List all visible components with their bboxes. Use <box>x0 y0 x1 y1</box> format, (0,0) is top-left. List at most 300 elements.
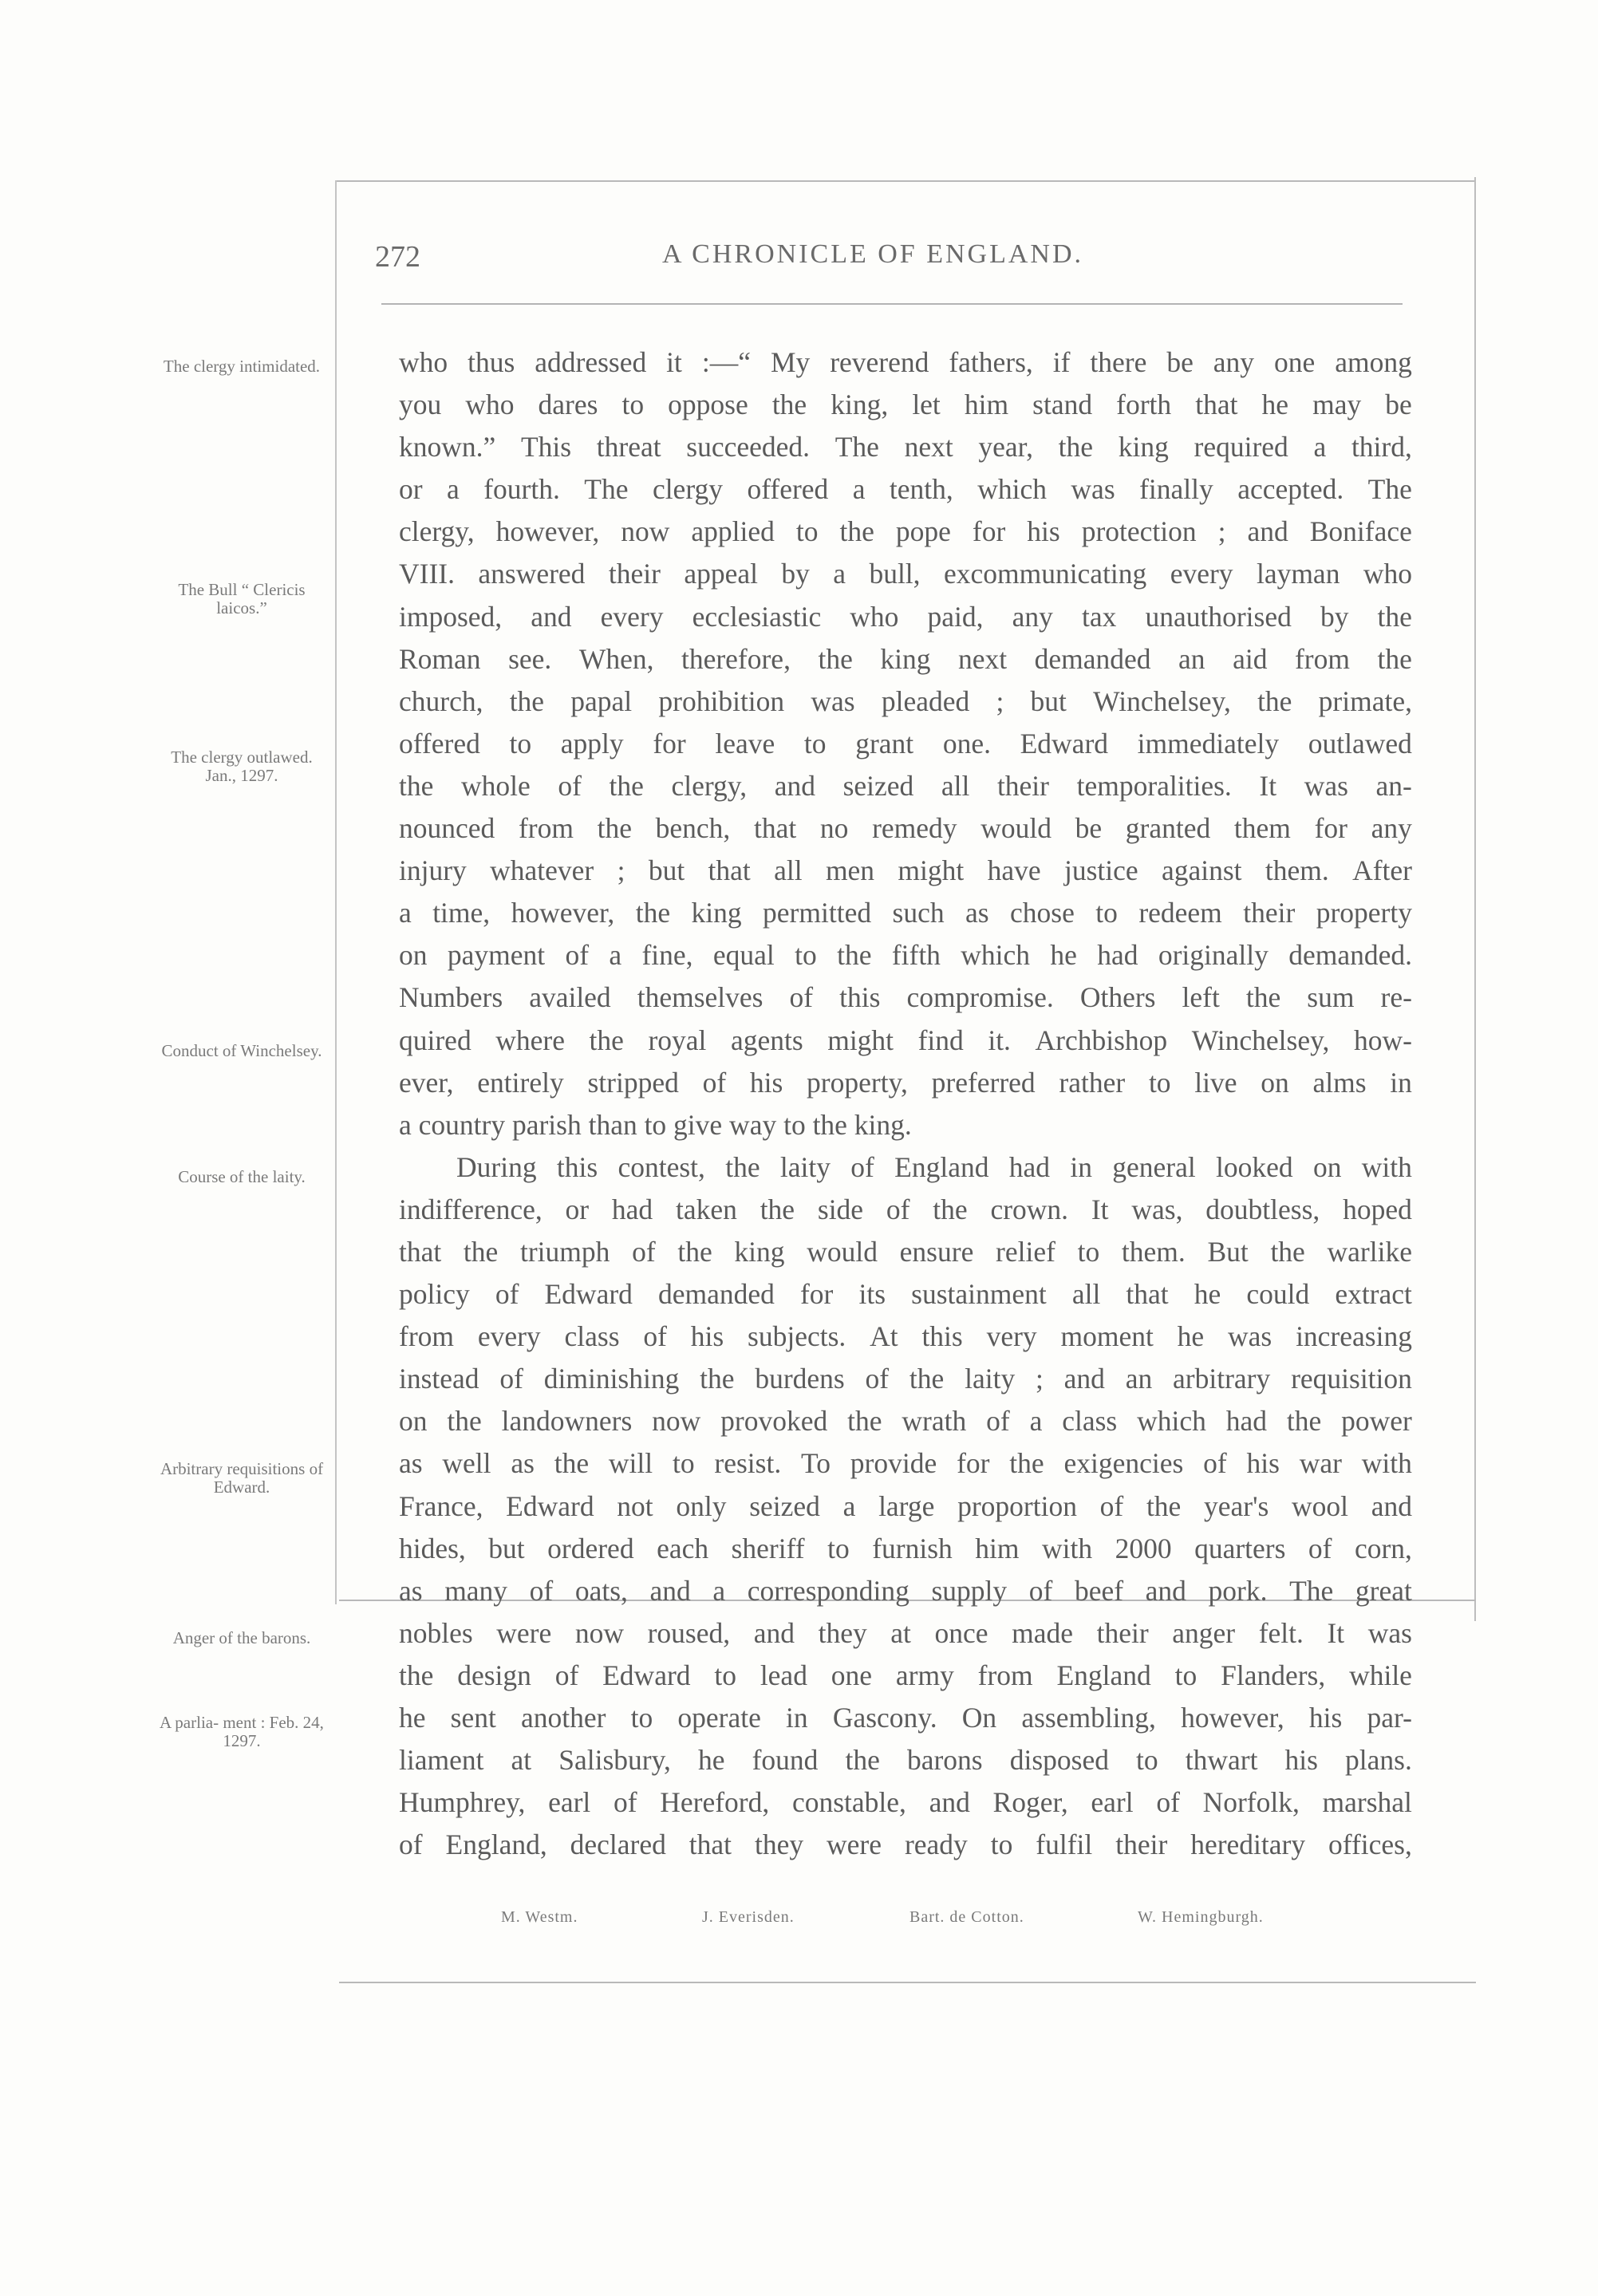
word: might <box>898 854 965 887</box>
word: tenth, <box>889 473 953 506</box>
word: for <box>653 727 686 759</box>
word: to <box>1148 1066 1171 1099</box>
word: sum <box>1307 981 1355 1014</box>
word: was <box>1304 769 1348 802</box>
word: to <box>621 389 645 421</box>
word: known.” <box>399 431 496 464</box>
word: of <box>632 1235 656 1268</box>
word: would <box>807 1235 878 1268</box>
word: by <box>781 558 810 590</box>
text-line <box>399 1824 1412 1866</box>
word: and <box>1145 1574 1186 1607</box>
word: clergy, <box>399 515 475 548</box>
word: on <box>1261 1066 1289 1099</box>
word: England <box>894 1150 989 1183</box>
word: increasing <box>1296 1320 1412 1353</box>
word: who <box>465 389 515 421</box>
word: The <box>1367 473 1412 506</box>
word: to <box>630 1702 653 1734</box>
word: Archbishop <box>1035 1024 1168 1056</box>
word: was <box>1367 1616 1412 1649</box>
word: of <box>554 1659 579 1691</box>
word: to <box>1095 897 1118 929</box>
word: primate, <box>1318 684 1412 717</box>
word: sent <box>450 1702 496 1734</box>
word: The <box>835 431 879 464</box>
word: of <box>986 1405 1010 1438</box>
word: whole <box>460 769 531 802</box>
bottom-rule <box>339 1982 1476 1983</box>
word: there <box>1090 346 1147 378</box>
word: finally <box>1139 473 1213 506</box>
word: of <box>529 1574 554 1607</box>
word: bull, <box>869 558 921 590</box>
word: unauthorised <box>1145 600 1292 633</box>
word: who <box>1363 558 1412 590</box>
word: let <box>912 389 941 421</box>
text-line <box>399 511 1412 553</box>
word: felt. <box>1258 1616 1304 1649</box>
word: clergy <box>652 473 723 506</box>
text-line <box>399 976 1412 1019</box>
word: demanded <box>658 1278 775 1311</box>
word: pork. <box>1208 1574 1268 1607</box>
word: quired <box>399 1024 472 1056</box>
word: furnish <box>872 1532 953 1564</box>
word: landowners <box>501 1405 633 1438</box>
word: each <box>657 1532 709 1564</box>
word: required <box>1194 431 1288 464</box>
text-line <box>399 1020 1412 1062</box>
word: 2000 <box>1115 1532 1172 1564</box>
word: outlawed <box>1308 727 1412 759</box>
word: operate <box>677 1702 761 1734</box>
word: and <box>531 600 572 633</box>
word: will <box>608 1447 653 1480</box>
word: immediately <box>1137 727 1280 759</box>
word: the <box>1257 684 1292 717</box>
word: Edward <box>1020 727 1109 759</box>
word: requisition <box>1291 1363 1412 1395</box>
word: pleaded <box>881 684 970 717</box>
word: that <box>1195 389 1238 421</box>
word: thus <box>468 346 515 378</box>
word: a <box>712 1574 726 1607</box>
word: papal <box>570 684 633 717</box>
word: of <box>558 769 582 802</box>
word: Flanders, <box>1221 1659 1326 1691</box>
word: arbitrary <box>1173 1363 1271 1395</box>
word: while <box>1349 1659 1412 1691</box>
word: seized <box>842 769 914 802</box>
word: imposed, <box>399 600 503 633</box>
word: of <box>850 1150 874 1183</box>
word: supply <box>931 1574 1008 1607</box>
word: plans. <box>1345 1744 1412 1777</box>
word: injury <box>399 854 467 887</box>
word: general <box>1112 1150 1196 1183</box>
word: might <box>827 1024 894 1056</box>
word: and <box>1247 515 1288 548</box>
word: the <box>771 389 807 421</box>
word: his <box>1308 1702 1343 1734</box>
text-line <box>399 1273 1412 1316</box>
word: men <box>825 854 875 887</box>
word: power <box>1341 1405 1412 1438</box>
word: however, <box>1181 1702 1284 1734</box>
word: one <box>1274 346 1316 378</box>
word: king <box>691 897 742 929</box>
word: in <box>786 1702 808 1734</box>
word: policy <box>399 1278 470 1311</box>
word: whatever <box>490 854 594 887</box>
word: hoped <box>1343 1193 1412 1225</box>
word: instead <box>399 1363 479 1395</box>
word: property <box>1316 897 1412 929</box>
word: and <box>774 769 815 802</box>
word: which <box>961 939 1031 972</box>
word: of <box>613 1786 637 1819</box>
word: chose <box>1010 897 1075 929</box>
word: had <box>1008 1150 1051 1183</box>
word: answered <box>478 558 586 590</box>
word: who <box>399 346 448 378</box>
word: subjects. <box>748 1320 846 1353</box>
word: Hereford, <box>660 1786 770 1819</box>
word: alms <box>1312 1066 1367 1099</box>
word: made <box>1012 1616 1074 1649</box>
word: Numbers <box>399 981 503 1014</box>
word: laity <box>965 1363 1016 1395</box>
word: but <box>488 1532 525 1564</box>
word: side <box>817 1193 864 1225</box>
word: accepted. <box>1237 473 1344 506</box>
word: to <box>1077 1235 1100 1268</box>
word: however, <box>511 897 615 929</box>
word: many <box>444 1574 508 1607</box>
text-line: a country parish than to give way to the king. <box>399 1108 912 1141</box>
word: his <box>1246 1447 1280 1480</box>
word: as <box>965 897 989 929</box>
word: laity <box>779 1150 831 1183</box>
word: ever, <box>399 1066 454 1099</box>
word: on <box>399 1405 428 1438</box>
word: was <box>1071 473 1115 506</box>
word: the <box>837 939 872 972</box>
word: addressed <box>535 346 647 378</box>
word: once <box>934 1616 988 1649</box>
word: ordered <box>547 1532 634 1564</box>
marginal-note: The clergy outlawed. Jan., 1297. <box>171 748 313 785</box>
word: fathers, <box>949 346 1033 378</box>
word: army <box>895 1659 954 1691</box>
word: which <box>1137 1405 1206 1438</box>
text-line <box>399 1231 1412 1273</box>
text-line <box>399 1739 1412 1781</box>
word: royal <box>648 1024 707 1056</box>
word: now <box>574 1616 624 1649</box>
word: at <box>511 1744 532 1777</box>
word: the <box>818 642 853 675</box>
word: an <box>1178 642 1205 675</box>
word: themselves <box>637 981 763 1014</box>
word: this <box>556 1150 598 1183</box>
source-citation: Bart. de Cotton. <box>909 1908 1024 1926</box>
text-line <box>399 1485 1412 1528</box>
word: them. <box>1265 854 1329 887</box>
word: a <box>399 897 412 929</box>
word: the <box>509 684 545 717</box>
word: Salisbury, <box>558 1744 671 1777</box>
word: a <box>609 939 622 972</box>
word: The <box>584 473 629 506</box>
word: demanded. <box>1288 939 1412 972</box>
word: had <box>611 1193 653 1225</box>
word: agents <box>730 1024 803 1056</box>
word: property, <box>807 1066 908 1099</box>
word: oats, <box>574 1574 628 1607</box>
word: remedy <box>872 812 957 845</box>
word: not <box>617 1489 653 1522</box>
frame-left-rule <box>335 180 337 1604</box>
word: of <box>1156 1786 1180 1819</box>
word: the <box>760 1193 795 1225</box>
word: that <box>689 1829 732 1861</box>
word: sheriff <box>731 1532 805 1564</box>
word: wrath <box>902 1405 967 1438</box>
word: ensure <box>899 1235 974 1268</box>
word: the <box>1058 431 1094 464</box>
word: all <box>1071 1278 1101 1311</box>
word: the <box>909 1363 945 1395</box>
word: of <box>1203 1447 1227 1480</box>
word: par- <box>1367 1702 1412 1734</box>
word: of <box>1308 1532 1332 1564</box>
word: Edward <box>602 1659 691 1691</box>
word: resist. <box>714 1447 782 1480</box>
word: Edward <box>506 1489 594 1522</box>
word: looked <box>1216 1150 1293 1183</box>
marginal-note: A parlia- ment : Feb. 24, 1297. <box>160 1713 324 1750</box>
word: dares <box>538 389 598 421</box>
word: that <box>753 812 797 845</box>
text-line <box>399 1697 1412 1739</box>
word: it. <box>988 1024 1011 1056</box>
word: he <box>1050 939 1077 972</box>
word: design <box>457 1659 531 1691</box>
word: warlike <box>1327 1235 1412 1268</box>
word: their <box>1243 897 1296 929</box>
word: he <box>1261 389 1289 421</box>
word: assembling, <box>1021 1702 1156 1734</box>
word: burdens <box>755 1363 845 1395</box>
word: thwart <box>1185 1744 1258 1777</box>
word: permitted <box>763 897 872 929</box>
word: equal <box>712 939 775 972</box>
text-line <box>399 426 1412 468</box>
word: class <box>564 1320 620 1353</box>
word: his <box>1027 515 1060 548</box>
word: but <box>1030 684 1067 717</box>
marginal-note: The clergy intimidated. <box>163 357 321 376</box>
word: relief <box>996 1235 1055 1268</box>
word: time, <box>432 897 491 929</box>
word: justice <box>1063 854 1138 887</box>
text-line <box>399 1570 1412 1612</box>
word: to <box>827 1532 850 1564</box>
word: king <box>734 1235 785 1268</box>
word: entirely <box>477 1066 564 1099</box>
word: prohibition <box>658 684 785 717</box>
word: corn, <box>1354 1532 1412 1564</box>
word: ; <box>996 684 1004 717</box>
word: live <box>1194 1066 1237 1099</box>
word: all <box>774 854 803 887</box>
word: his <box>1284 1744 1318 1777</box>
text-line <box>399 1655 1412 1697</box>
word: any <box>1213 346 1255 378</box>
word: as <box>511 1447 535 1480</box>
word: it <box>666 346 682 378</box>
word: bench, <box>655 812 731 845</box>
word: that <box>708 854 751 887</box>
word: on <box>399 939 428 972</box>
word: nobles <box>399 1616 473 1649</box>
word: doubtless, <box>1205 1193 1320 1225</box>
text-line <box>399 1189 1412 1231</box>
word: quarters <box>1194 1532 1286 1564</box>
word: this <box>839 981 881 1014</box>
word: a <box>1313 431 1327 464</box>
word: was <box>811 684 855 717</box>
word: the <box>463 1235 499 1268</box>
text-line <box>399 1358 1412 1400</box>
word: he <box>399 1702 426 1734</box>
word: payment <box>447 939 546 972</box>
word: temporalities. <box>1076 769 1232 802</box>
word: or <box>399 473 423 506</box>
word: VIII. <box>399 558 455 590</box>
word: This <box>520 431 572 464</box>
word: sustainment <box>911 1278 1047 1311</box>
word: England, <box>445 1829 547 1861</box>
word: provide <box>850 1447 937 1480</box>
word: fulfil <box>1036 1829 1093 1861</box>
word: he <box>1177 1320 1205 1353</box>
word: fourth. <box>483 473 560 506</box>
word: My <box>770 346 811 378</box>
word: next <box>958 642 1008 675</box>
word: where <box>495 1024 565 1056</box>
word: its <box>858 1278 886 1311</box>
word: Winchelsey, <box>1093 684 1231 717</box>
word: from <box>977 1659 1033 1691</box>
word: were <box>827 1829 882 1861</box>
word: earl <box>1091 1786 1134 1819</box>
word: him <box>964 389 1009 421</box>
word: to <box>1136 1744 1158 1777</box>
word: if <box>1052 346 1071 378</box>
word: any <box>1012 600 1053 633</box>
text-line <box>399 1612 1412 1655</box>
text-line <box>399 1528 1412 1570</box>
word: of <box>399 1829 423 1861</box>
word: very <box>986 1320 1037 1353</box>
word: the <box>554 1447 590 1480</box>
word: of <box>495 1278 519 1311</box>
word: which <box>977 473 1047 506</box>
word: ; <box>1217 515 1226 548</box>
marginal-note: Course of the laity. <box>178 1167 306 1186</box>
word: the <box>839 515 874 548</box>
word: had <box>1225 1405 1267 1438</box>
word: clergy, <box>671 769 748 802</box>
word: he <box>1194 1278 1221 1311</box>
word: pope <box>895 515 951 548</box>
word: he <box>698 1744 725 1777</box>
word: to <box>672 1447 695 1480</box>
word: their <box>608 558 661 590</box>
word: excommunicating <box>943 558 1147 590</box>
word: was <box>1228 1320 1272 1353</box>
word: It <box>1091 1193 1109 1225</box>
word: with <box>1361 1447 1412 1480</box>
word: from <box>1294 642 1350 675</box>
word: however, <box>495 515 600 548</box>
word: his <box>690 1320 724 1353</box>
word: During <box>456 1150 537 1183</box>
word: with <box>1361 1150 1412 1183</box>
word: Edward <box>544 1278 633 1311</box>
word: applied <box>691 515 775 548</box>
word: one <box>831 1659 873 1691</box>
word: on <box>1312 1150 1342 1183</box>
word: ; <box>1036 1363 1044 1395</box>
word: forth <box>1116 389 1172 421</box>
word: every <box>1170 558 1233 590</box>
word: the <box>635 897 671 929</box>
word: find <box>917 1024 964 1056</box>
text-line <box>399 1316 1412 1358</box>
text-line <box>399 1442 1412 1485</box>
word: availed <box>529 981 611 1014</box>
word: were <box>496 1616 552 1649</box>
word: church, <box>399 684 483 717</box>
word: contest, <box>617 1150 705 1183</box>
word: paid, <box>927 600 984 633</box>
word: roused, <box>647 1616 731 1649</box>
word: the <box>845 1744 880 1777</box>
word: left <box>1182 981 1220 1014</box>
word: rather <box>1059 1066 1126 1099</box>
word: his <box>749 1066 783 1099</box>
word: no <box>819 812 849 845</box>
word: for <box>799 1278 834 1311</box>
word: disposed <box>1009 1744 1109 1777</box>
word: taken <box>675 1193 737 1225</box>
word: and <box>649 1574 691 1607</box>
word: At <box>870 1320 898 1353</box>
word: corresponding <box>747 1574 909 1607</box>
body-text <box>399 341 1412 1866</box>
word: was, <box>1131 1193 1183 1225</box>
word: him <box>975 1532 1020 1564</box>
word: king <box>880 642 931 675</box>
word: a <box>852 473 866 506</box>
word: them. <box>1121 1235 1186 1268</box>
running-title: A CHRONICLE OF ENGLAND. <box>662 239 1083 269</box>
text-line <box>399 1400 1412 1442</box>
